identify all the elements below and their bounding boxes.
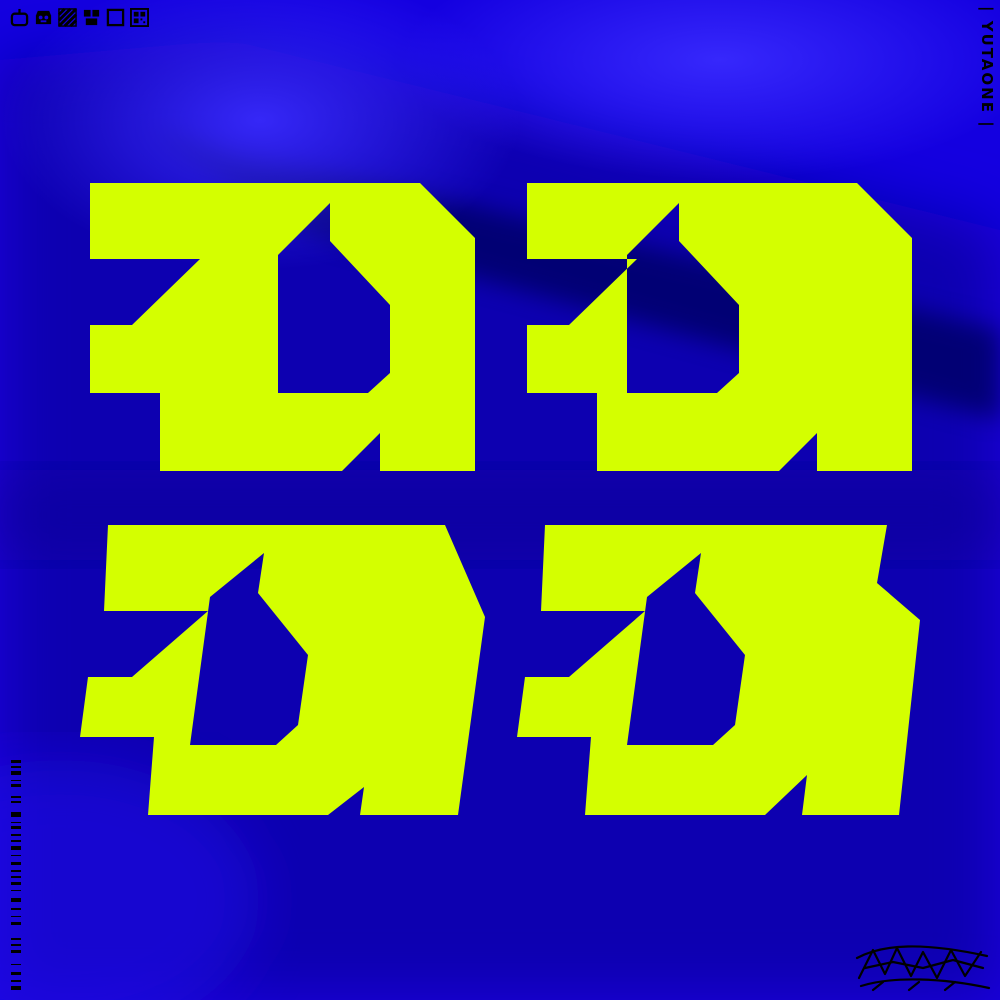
- glyph-bottom-right: [517, 525, 922, 815]
- glyph-top-left: [90, 183, 475, 471]
- empty-square-icon: [106, 8, 125, 27]
- qr-code-icon: [130, 8, 149, 27]
- glyph-bottom-left: [80, 525, 485, 815]
- pixel-face-icon: [82, 8, 101, 27]
- diagonal-stripes-icon: [58, 8, 77, 27]
- tv-icon: [10, 8, 29, 27]
- artist-name-label: | YUTAONE |: [978, 6, 996, 129]
- graffiti-tag-logo: [853, 938, 993, 994]
- robot-mask-icon: [34, 8, 53, 27]
- glyph-top-right: [527, 183, 912, 471]
- icon-row: [10, 8, 149, 27]
- vertical-barcode-strip: [8, 760, 24, 992]
